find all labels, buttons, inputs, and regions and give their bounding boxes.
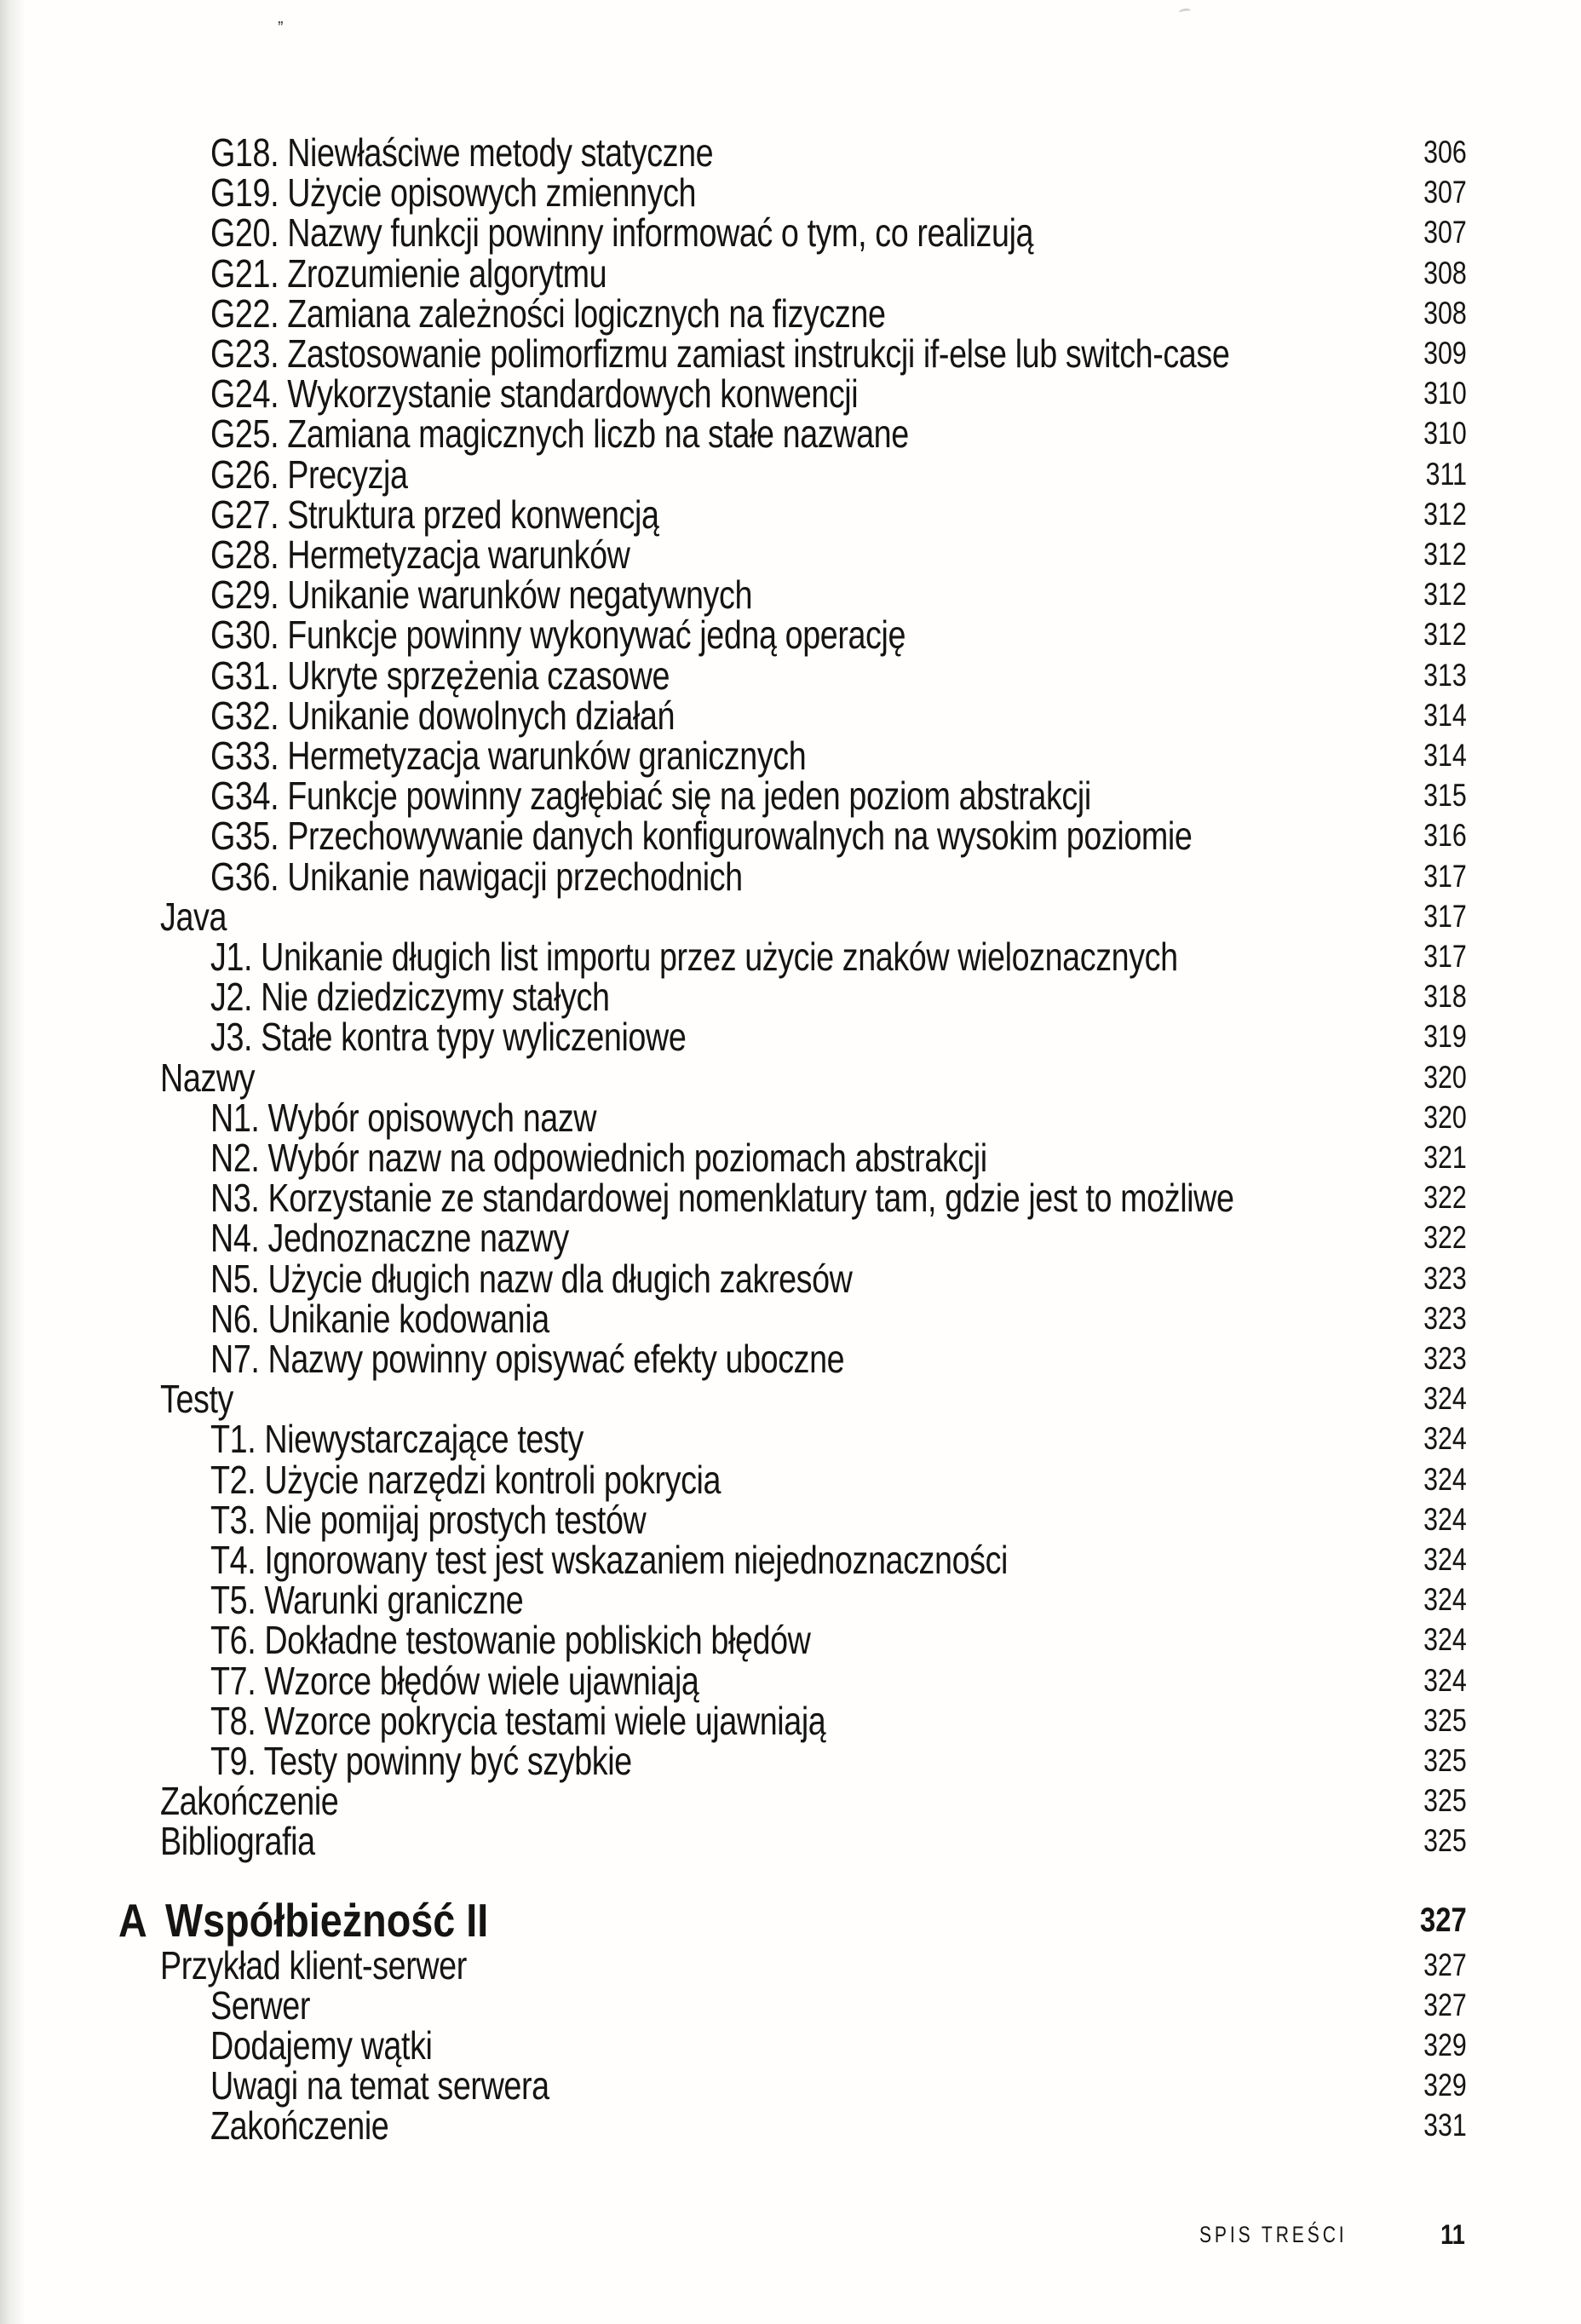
toc-entry-label: T9. Testy powinny być szybkie: [210, 1739, 632, 1783]
toc-entry-label: J2. Nie dziedziczymy stałych: [210, 975, 610, 1019]
toc-entry-page: 324: [1423, 1502, 1467, 1537]
toc-entry-page: 325: [1423, 1743, 1467, 1778]
toc-entry-label: G22. Zamiana zależności logicznych na fizyczne: [210, 291, 886, 336]
toc-entry-label: N4. Jednoznaczne nazwy: [210, 1216, 569, 1260]
toc-row: [210, 1740, 1467, 1782]
toc-entry-label: G26. Precyzja: [210, 452, 408, 497]
toc-entry-page: 311: [1425, 457, 1467, 492]
toc-entry-label: G34. Funkcje powinny zagłębiać się na jeden poziom abstrakcji: [210, 774, 1091, 818]
toc-row: [210, 613, 1467, 656]
toc-entry-page: 323: [1423, 1301, 1467, 1336]
toc-entry-page: 306: [1423, 135, 1467, 170]
toc-row: [210, 855, 1467, 898]
toc-row: [210, 1660, 1467, 1702]
toc-row: [210, 131, 1467, 174]
toc-entry-label: G32. Unikanie dowolnych działań: [210, 693, 676, 738]
toc-entry-page: 324: [1423, 1542, 1467, 1577]
toc-entry-page: 312: [1423, 617, 1467, 652]
toc-entry-page: 316: [1423, 818, 1467, 853]
toc-entry-label: Nazwy: [160, 1056, 256, 1100]
toc-entry-label: G25. Zamiana magicznych liczb na stałe nazwane: [210, 411, 909, 456]
toc-entry-label: N5. Użycie długich nazw dla długich zakresów: [210, 1257, 853, 1301]
toc-entry-label: G31. Ukryte sprzężenia czasowe: [210, 653, 670, 698]
toc-row: [210, 252, 1467, 295]
toc-entry-page: 313: [1423, 658, 1467, 693]
toc-entry-page: 312: [1423, 497, 1467, 532]
toc-row: [160, 895, 1467, 938]
toc-entry-page: 329: [1423, 2028, 1467, 2062]
toc-entry-label: Uwagi na temat serwera: [210, 2063, 549, 2108]
toc-entry-page: 325: [1423, 1823, 1467, 1858]
toc-entry-page: 324: [1423, 1663, 1467, 1698]
toc-entry-label: G23. Zastosowanie polimorfizmu zamiast instrukcji if-else lub switch-case: [210, 331, 1230, 376]
toc-row: [210, 2024, 1467, 2067]
toc-entry-page: 310: [1423, 416, 1467, 451]
toc-entry-page: 314: [1423, 738, 1467, 773]
toc-entry-label: G18. Niewłaściwe metody statyczne: [210, 130, 714, 175]
toc-row: [210, 1136, 1467, 1179]
toc-entry-label: T5. Warunki graniczne: [210, 1578, 524, 1622]
toc-row: [210, 412, 1467, 455]
toc-entry-label: N2. Wybór nazw na odpowiednich poziomach abstrakcji: [210, 1136, 987, 1180]
scan-speck-artifact: ˮ: [278, 20, 284, 38]
toc-row: [210, 332, 1467, 375]
toc-row: [210, 573, 1467, 616]
toc-entry-page: 323: [1423, 1261, 1467, 1296]
appendix-title: Współbieżność II: [165, 1894, 489, 1947]
toc-entry-page: 327: [1423, 1987, 1467, 2022]
toc-row: [210, 2064, 1467, 2107]
toc-entry-page: 309: [1423, 336, 1467, 371]
footer-running-title: SPIS TREŚCI: [1199, 2221, 1348, 2247]
toc-entry-page: 317: [1423, 939, 1467, 974]
toc-entry-label: T2. Użycie narzędzi kontroli pokrycia: [210, 1458, 722, 1502]
toc-entry-label: Java: [160, 895, 227, 939]
toc-entry-page: 310: [1423, 376, 1467, 411]
toc-entry-label: T1. Niewystarczające testy: [210, 1417, 584, 1461]
toc-row: [210, 1337, 1467, 1380]
toc-entry-label: G28. Hermetyzacja warunków: [210, 532, 630, 577]
toc-entry-page: 325: [1423, 1783, 1467, 1818]
toc-row: [210, 1458, 1467, 1501]
toc-row: [210, 372, 1467, 415]
toc-entry-label: G35. Przechowywanie danych konfigurowalnych na wysokim poziomie: [210, 814, 1193, 858]
toc-entry-label: T4. Ignorowany test jest wskazaniem niejednoznaczności: [210, 1538, 1009, 1582]
toc-entry-label: J3. Stałe kontra typy wyliczeniowe: [210, 1015, 687, 1059]
toc-row: [210, 654, 1467, 697]
toc-entry-label: Zakończenie: [160, 1779, 339, 1823]
toc-entry-label: N7. Nazwy powinny opisywać efekty uboczne: [210, 1337, 845, 1381]
toc-entry-page: 325: [1423, 1703, 1467, 1738]
toc-row: [210, 694, 1467, 737]
toc-entry-label: N3. Korzystanie ze standardowej nomenklatury tam, gdzie jest to możliwe: [210, 1176, 1234, 1220]
toc-entry-page: 317: [1423, 859, 1467, 894]
toc-row: [210, 1096, 1467, 1139]
toc-entry-page: 324: [1423, 1622, 1467, 1657]
toc-row: [210, 1297, 1467, 1340]
toc-entry-page: 307: [1423, 175, 1467, 210]
toc-row: [210, 1579, 1467, 1621]
toc-entry-label: N6. Unikanie kodowania: [210, 1297, 549, 1341]
toc-entry-label: Serwer: [210, 1983, 311, 2028]
toc-entry-page: 308: [1423, 296, 1467, 331]
toc-row: [210, 1257, 1467, 1300]
toc-row: [210, 1176, 1467, 1219]
toc-row: [210, 975, 1467, 1018]
toc-entry-label: Zakończenie: [210, 2103, 389, 2148]
toc-entry-page: 322: [1423, 1220, 1467, 1255]
toc-row: [210, 171, 1467, 214]
toc-entry-page: 324: [1423, 1421, 1467, 1456]
scan-edge-shadow: [0, 0, 26, 2324]
toc-entry-page: 324: [1423, 1381, 1467, 1416]
toc-entry-label: G30. Funkcje powinny wykonywać jedną operację: [210, 613, 906, 657]
toc-entry-page: 308: [1423, 256, 1467, 290]
toc-entry-page: 315: [1423, 778, 1467, 813]
toc-entry-page: 324: [1423, 1462, 1467, 1497]
toc-row: [210, 211, 1467, 254]
toc-entry-page: 312: [1423, 537, 1467, 572]
toc-entry-label: G19. Użycie opisowych zmiennych: [210, 170, 697, 215]
toc-entry-label: Przykład klient-serwer: [160, 1943, 467, 1987]
toc-row: [210, 533, 1467, 576]
toc-entry-label: N1. Wybór opisowych nazw: [210, 1096, 597, 1140]
toc-row: [210, 292, 1467, 335]
toc-entry-page: 320: [1423, 1100, 1467, 1135]
toc-row: [210, 1499, 1467, 1541]
toc-entry-label: G36. Unikanie nawigacji przechodnich: [210, 854, 743, 899]
toc-row: [210, 1015, 1467, 1058]
toc-entry-page: 319: [1423, 1019, 1467, 1054]
toc-row: [160, 1780, 1467, 1822]
footer-page-number: 11: [1440, 2218, 1465, 2250]
toc-entry-label: G33. Hermetyzacja warunków granicznych: [210, 733, 807, 778]
toc-row: [210, 1217, 1467, 1259]
toc-entry-label: T3. Nie pomijaj prostych testów: [210, 1498, 647, 1542]
toc-entry-page: 307: [1423, 215, 1467, 250]
toc-entry-page: 324: [1423, 1582, 1467, 1617]
toc-row: [160, 1378, 1467, 1420]
toc-row: [160, 1056, 1467, 1099]
toc-entry-page: 331: [1423, 2108, 1467, 2143]
toc-row: [210, 935, 1467, 978]
toc-entry-label: T8. Wzorce pokrycia testami wiele ujawniają: [210, 1699, 826, 1743]
appendix-letter: A: [118, 1894, 147, 1947]
toc-entry-page: 317: [1423, 899, 1467, 934]
toc-entry-label: G20. Nazwy funkcji powinny informować o tym, co realizują: [210, 210, 1034, 255]
toc-entry-page: 321: [1423, 1140, 1467, 1175]
toc-entry-label: T6. Dokładne testowanie pobliskich błędów: [210, 1618, 811, 1662]
appendix-page-number: 327: [1420, 1901, 1467, 1939]
toc-entry-page: 318: [1423, 979, 1467, 1014]
toc-row: [210, 453, 1467, 496]
toc-entry-page: 327: [1423, 1947, 1467, 1982]
toc-entry-page: 329: [1423, 2068, 1467, 2103]
toc-entry-page: 322: [1423, 1180, 1467, 1215]
appendix-heading: [118, 1895, 1467, 1946]
toc-entry-label: T7. Wzorce błędów wiele ujawniają: [210, 1659, 699, 1703]
toc-row: [210, 1418, 1467, 1460]
toc-entry-label: Dodajemy wątki: [210, 2023, 433, 2068]
toc-row: [210, 774, 1467, 817]
toc-row: [210, 2104, 1467, 2147]
toc-entry-label: G21. Zrozumienie algorytmu: [210, 251, 607, 296]
toc-entry-page: 320: [1423, 1060, 1467, 1095]
toc-row: [210, 734, 1467, 777]
toc-entry-label: G27. Struktura przed konwencją: [210, 492, 659, 537]
toc-entry-label: Bibliografia: [160, 1819, 315, 1863]
toc-row: [160, 1820, 1467, 1862]
scan-faint-mark-artifact: [1179, 8, 1192, 15]
toc-row: [210, 1539, 1467, 1581]
toc-row: [210, 1619, 1467, 1661]
page-footer: [1158, 2217, 1465, 2252]
toc-row: [160, 1944, 1467, 1987]
toc-entry-page: 323: [1423, 1341, 1467, 1376]
toc-row: [210, 1984, 1467, 2027]
toc-row: [210, 814, 1467, 857]
toc-row: [210, 1700, 1467, 1742]
toc-entry-page: 314: [1423, 698, 1467, 733]
toc-entry-label: G29. Unikanie warunków negatywnych: [210, 572, 753, 617]
toc-entry-label: Testy: [160, 1377, 233, 1421]
toc-entry-page: 312: [1423, 577, 1467, 612]
toc-entry-label: J1. Unikanie długich list importu przez użycie znaków wieloznacznych: [210, 935, 1178, 979]
toc-entry-label: G24. Wykorzystanie standardowych konwencji: [210, 371, 859, 416]
toc-row: [210, 493, 1467, 536]
